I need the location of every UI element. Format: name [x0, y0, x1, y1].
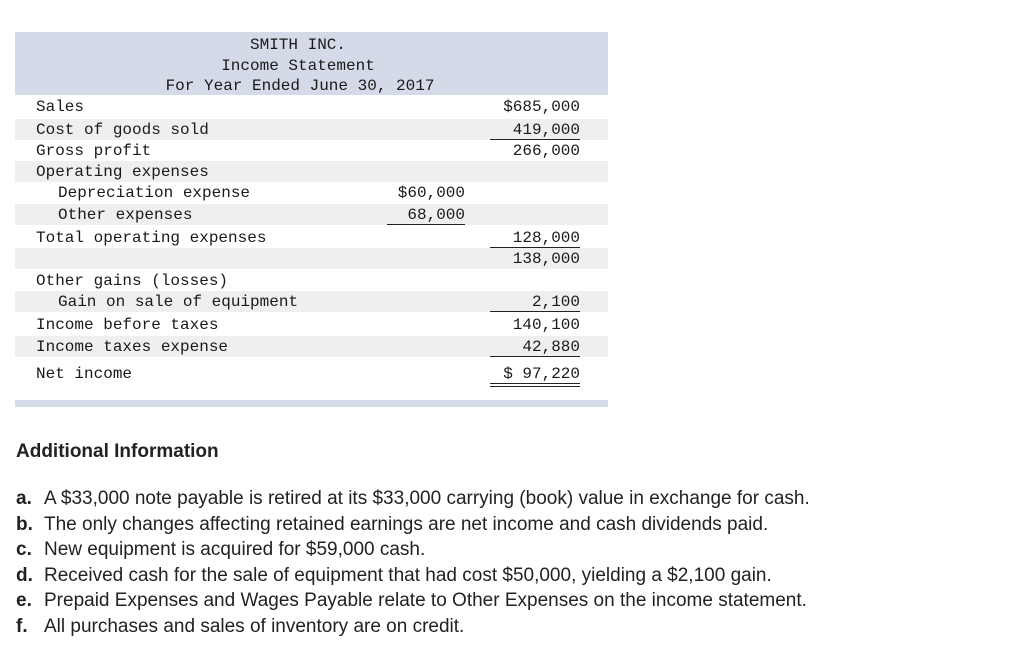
- table-row: [15, 140, 608, 161]
- row-label: Other expenses: [58, 206, 193, 224]
- list-item: [16, 512, 1006, 538]
- row-amount: 138,000: [512, 250, 580, 268]
- row-label: Operating expenses: [36, 163, 209, 181]
- row-amount: $ 97,220: [490, 365, 580, 387]
- list-item: [16, 588, 1006, 614]
- statement-footer-band: [15, 400, 608, 407]
- statement-period: For Year Ended June 30, 2017: [165, 77, 435, 95]
- row-label: Cost of goods sold: [36, 121, 209, 139]
- row-label: Sales: [36, 98, 85, 116]
- row-label: Net income: [36, 365, 133, 383]
- row-label: Gross profit: [36, 142, 152, 160]
- row-label: Other gains (losses): [36, 272, 229, 290]
- item-text: Received cash for the sale of equipment that had cost $50,000, yielding a $2,100 gain.: [44, 564, 772, 586]
- row-label: Total operating expenses: [36, 229, 267, 247]
- list-item: [16, 537, 1006, 563]
- item-text: A $33,000 note payable is retired at its $33,000 carrying (book) value in exchange for cash.: [44, 488, 810, 509]
- table-row: [15, 96, 608, 117]
- additional-info-list: [16, 486, 1006, 640]
- company-name: SMITH INC.: [249, 36, 346, 54]
- table-row: [15, 270, 608, 291]
- table-row: [15, 314, 608, 335]
- row-label: Income before taxes: [36, 316, 219, 334]
- statement-title: Income Statement: [221, 57, 375, 75]
- row-label: Gain on sale of equipment: [58, 293, 299, 311]
- item-letter: c.: [16, 539, 32, 561]
- item-letter: d.: [16, 564, 33, 586]
- row-label: Depreciation expense: [58, 184, 251, 202]
- table-row: [15, 227, 608, 248]
- row-amount: 266,000: [512, 142, 580, 160]
- list-item: [16, 563, 1006, 589]
- item-letter: e.: [16, 590, 32, 612]
- item-text: All purchases and sales of inventory are on credit.: [44, 615, 465, 637]
- table-row: [15, 363, 608, 384]
- additional-info-title: Additional Information: [16, 441, 219, 462]
- table-row: [15, 291, 608, 312]
- item-letter: f.: [16, 615, 28, 637]
- item-letter: b.: [16, 513, 33, 535]
- list-item: [16, 614, 1006, 640]
- row-amount: 128,000: [490, 229, 580, 248]
- list-item: [16, 486, 1006, 512]
- row-amount: 2,100: [490, 293, 580, 312]
- table-row: [15, 182, 608, 203]
- row-amount: 42,880: [490, 338, 580, 357]
- item-text: New equipment is acquired for $59,000 cash.: [44, 539, 426, 561]
- income-statement: [15, 32, 608, 407]
- row-subamount: 68,000: [387, 206, 465, 225]
- table-row: [15, 204, 608, 225]
- item-letter: a.: [16, 488, 32, 509]
- row-subamount: $60,000: [397, 184, 465, 202]
- row-amount: $685,000: [503, 98, 580, 116]
- table-row: [15, 336, 608, 357]
- row-label: Income taxes expense: [36, 338, 229, 356]
- row-amount: 419,000: [490, 121, 580, 140]
- row-amount: 140,100: [512, 316, 580, 334]
- item-text: The only changes affecting retained earnings are net income and cash dividends paid.: [44, 513, 769, 535]
- table-row: [15, 119, 608, 140]
- table-row: [15, 161, 608, 182]
- statement-header: [15, 32, 608, 95]
- table-row: [15, 248, 608, 269]
- item-text: Prepaid Expenses and Wages Payable relate to Other Expenses on the income statement.: [44, 590, 807, 612]
